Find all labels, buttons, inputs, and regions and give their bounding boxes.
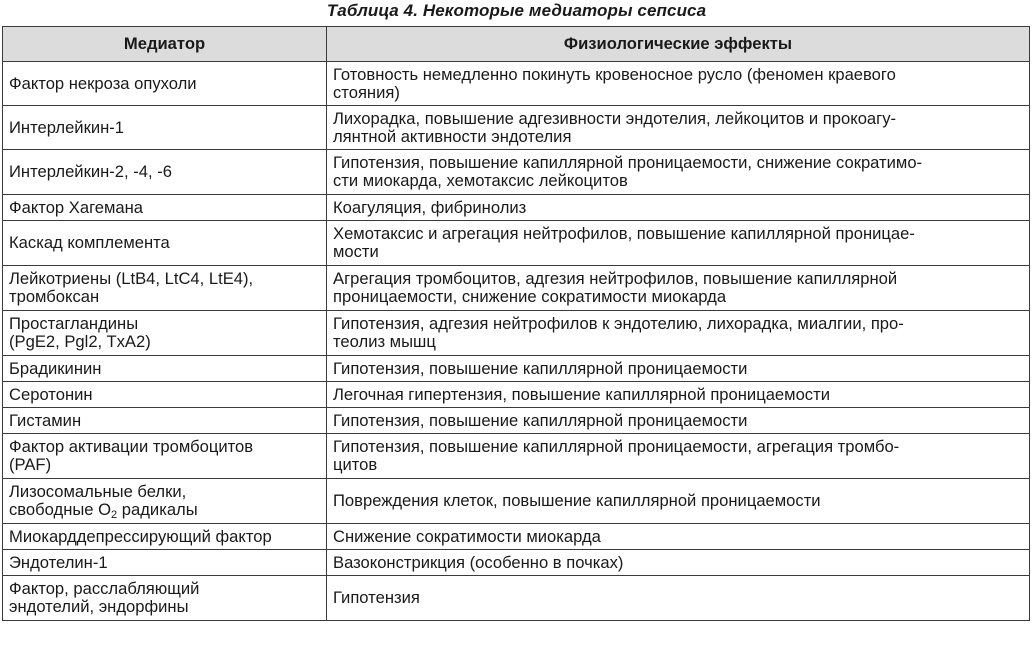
effect-cell: Гипотензия, повышение капиллярной проницаемости xyxy=(327,356,1030,382)
table-row xyxy=(3,311,1030,356)
mediator-cell: Лейкотриены (LtB4, LtC4, LtE4), тромбоксан xyxy=(3,266,327,311)
effect-cell: Гипотензия xyxy=(327,576,1030,621)
mediator-cell: Фактор некроза опухоли xyxy=(3,62,327,106)
effect-cell: Гипотензия, повышение капиллярной проницаемости, агрегация тромбо- цитов xyxy=(327,434,1030,479)
effect-cell: Легочная гипертензия, повышение капиллярной проницаемости xyxy=(327,382,1030,408)
table-row xyxy=(3,356,1030,382)
table-row xyxy=(3,576,1030,621)
table-row xyxy=(3,62,1030,106)
effect-cell: Лихорадка, повышение адгезивности эндотелия, лейкоцитов и прокоагу- лянтной активности эндотелия xyxy=(327,106,1030,150)
table-row xyxy=(3,266,1030,311)
header-mediator: Медиатор xyxy=(3,27,327,62)
sepsis-mediators-table xyxy=(2,26,1030,621)
effect-cell: Гипотензия, повышение капиллярной проницаемости xyxy=(327,408,1030,434)
table-row xyxy=(3,408,1030,434)
mediator-cell: Интерлейкин-2, -4, -6 xyxy=(3,150,327,195)
table-row xyxy=(3,524,1030,550)
effect-cell: Хемотаксис и агрегация нейтрофилов, повышение капиллярной проницае- мости xyxy=(327,221,1030,266)
mediator-cell: Лизосомальные белки, свободные $O_2$ радикалы xyxy=(3,479,327,524)
mediator-cell: Гистамин xyxy=(3,408,327,434)
mediator-cell: Фактор активации тромбоцитов (PAF) xyxy=(3,434,327,479)
mediator-cell: Интерлейкин-1 xyxy=(3,106,327,150)
table-header-row xyxy=(3,27,1030,62)
subscript-2: 2 xyxy=(111,509,118,521)
mediator-cell: Эндотелин-1 xyxy=(3,550,327,576)
mediator-cell: Серотонин xyxy=(3,382,327,408)
mediator-cell: Брадикинин xyxy=(3,356,327,382)
table-row xyxy=(3,550,1030,576)
effect-cell: Снижение сократимости миокарда xyxy=(327,524,1030,550)
table-row xyxy=(3,434,1030,479)
effect-cell: Гипотензия, повышение капиллярной проницаемости, снижение сократимо- сти миокарда, хемотаксис лейкоцитов xyxy=(327,150,1030,195)
table-caption: Таблица 4. Некоторые медиаторы сепсиса xyxy=(326,1,707,20)
mediator-cell: Фактор Хагемана xyxy=(3,195,327,221)
effect-cell: Повреждения клеток, повышение капиллярной проницаемости xyxy=(327,479,1030,524)
header-effects: Физиологические эффекты xyxy=(327,27,1030,62)
effect-cell: Готовность немедленно покинуть кровеносное русло (феномен краевого стояния) xyxy=(327,62,1030,106)
effect-cell: Коагуляция, фибринолиз xyxy=(327,195,1030,221)
effect-cell: Вазоконстрикция (особенно в почках) xyxy=(327,550,1030,576)
effect-cell: Агрегация тромбоцитов, адгезия нейтрофилов, повышение капиллярной проницаемости, снижение сократимости миокарда xyxy=(327,266,1030,311)
mediator-cell: Фактор, расслабляющий эндотелий, эндорфины xyxy=(3,576,327,621)
table-row xyxy=(3,150,1030,195)
effect-cell: Гипотензия, адгезия нейтрофилов к эндотелию, лихорадка, миалгии, про- теолиз мышц xyxy=(327,311,1030,356)
mediator-cell: Миокарддепрессирующий фактор xyxy=(3,524,327,550)
table-row xyxy=(3,195,1030,221)
mediator-cell: Каскад комплемента xyxy=(3,221,327,266)
table-row xyxy=(3,106,1030,150)
table-row xyxy=(3,479,1030,524)
table-row xyxy=(3,382,1030,408)
table-row xyxy=(3,221,1030,266)
mediator-cell: Простагландины (PgE2, Pgl2, TxA2) xyxy=(3,311,327,356)
